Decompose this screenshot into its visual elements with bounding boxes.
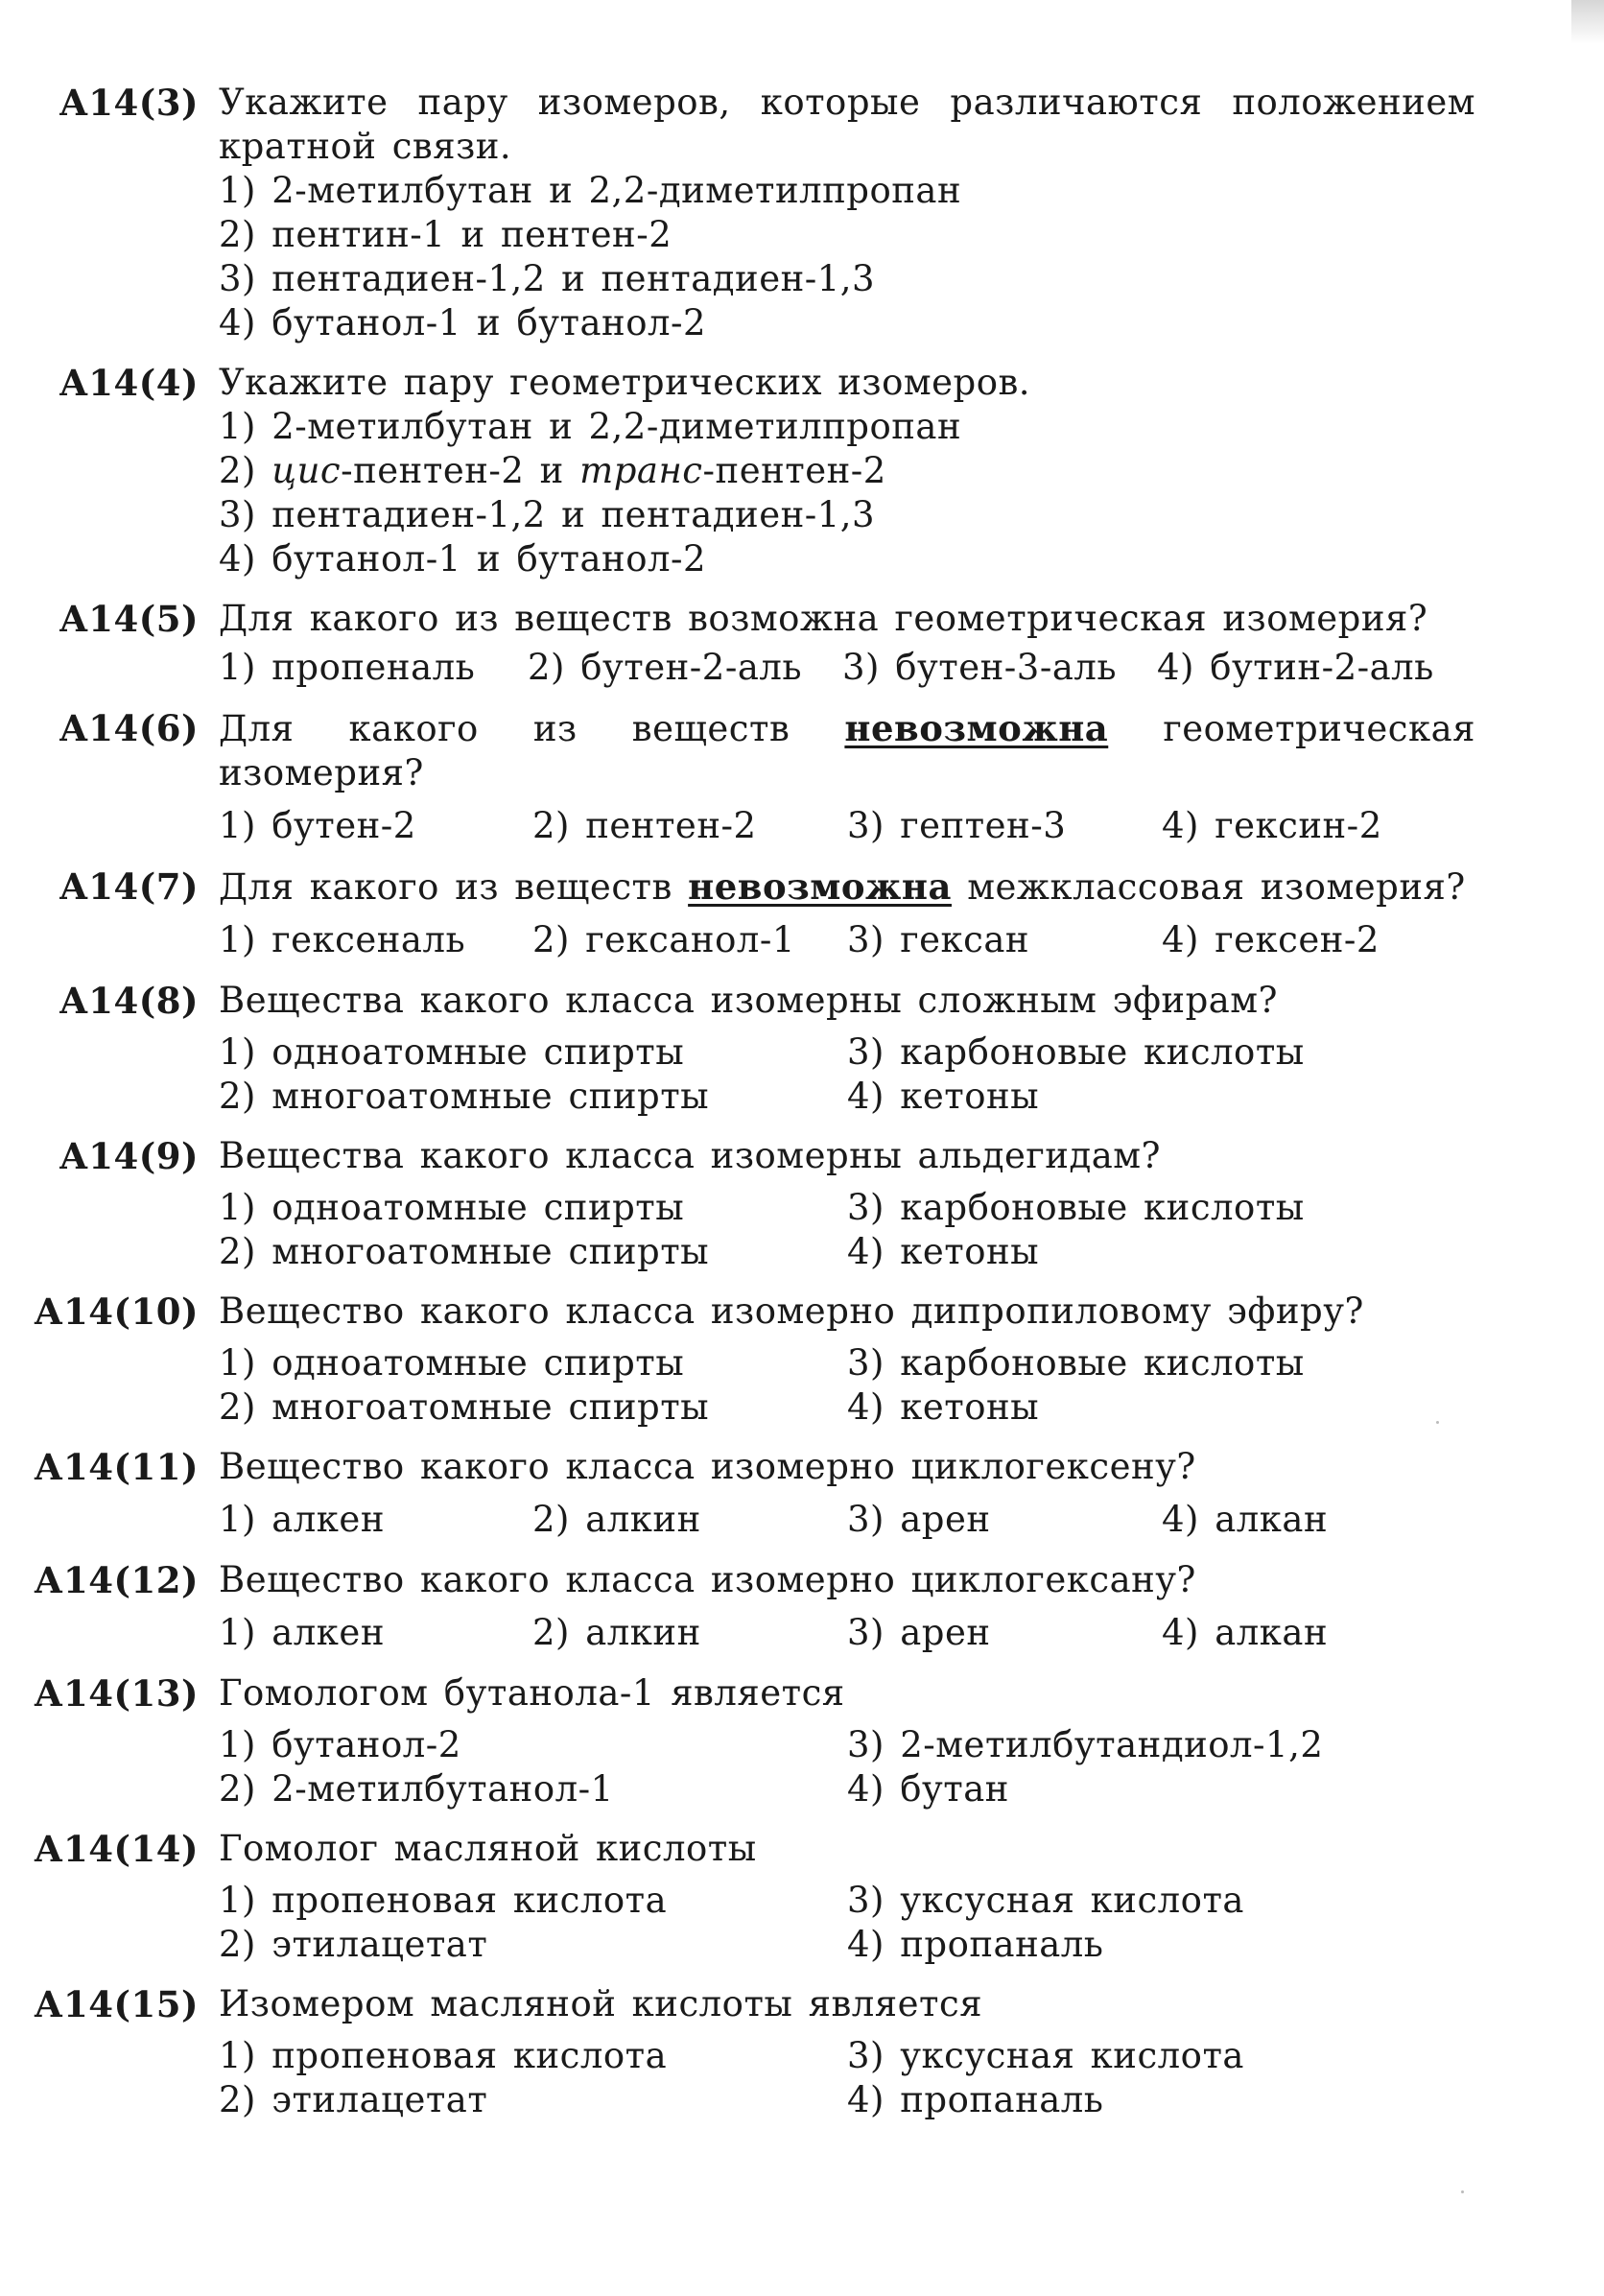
question-number: А14(12) bbox=[34, 1559, 199, 1601]
question-text: Вещества какого класса изомерны альдегидам? bbox=[219, 1135, 1161, 1176]
answer-options bbox=[219, 1610, 1475, 1656]
answer-option: 1) 2-метилбутан и 2,2-диметилпропан bbox=[219, 170, 962, 211]
answer-option: 2) этилацетат bbox=[219, 1924, 488, 1965]
answer-option: 2) бутен-2-аль bbox=[528, 647, 803, 688]
answer-option: 3) карбоновые кислоты bbox=[847, 1187, 1305, 1228]
answer-option: 4) гексин-2 bbox=[1162, 805, 1382, 846]
answer-option: 4) гексен-2 bbox=[1162, 919, 1380, 960]
answer-option: 4) пропаналь bbox=[847, 1924, 1104, 1965]
question-a14-4 bbox=[0, 361, 1604, 581]
answer-option: 1) бутанол-2 bbox=[219, 1724, 461, 1765]
answer-option: 3) уксусная кислота bbox=[847, 2035, 1244, 2076]
emphasis-word: невозможна bbox=[688, 865, 952, 908]
answer-options bbox=[219, 1030, 1475, 1119]
question-text: Гомологом бутанола-1 является bbox=[219, 1672, 845, 1714]
question-number: А14(3) bbox=[59, 82, 199, 124]
answer-option: 4) пропаналь bbox=[847, 2079, 1104, 2120]
answer-option: 2) этилацетат bbox=[219, 2079, 488, 2120]
answer-option: 4) кетоны bbox=[847, 1386, 1040, 1428]
question-text-end: геометрическая изомерия? bbox=[219, 708, 1475, 793]
answer-option bbox=[219, 449, 1475, 493]
answer-option: 1) одноатомные спирты bbox=[219, 1342, 685, 1384]
answer-option: 2) алкин bbox=[532, 1499, 701, 1540]
question-text: Вещество какого класса изомерно дипропиловому эфиру? bbox=[219, 1290, 1364, 1332]
answer-option: 3) гексан bbox=[847, 919, 1030, 960]
question-a14-7 bbox=[0, 864, 1604, 963]
question-text: Гомолог масляной кислоты bbox=[219, 1828, 757, 1869]
answer-option: 3) гептен-3 bbox=[847, 805, 1067, 846]
answer-option: 2) многоатомные спирты bbox=[219, 1386, 710, 1428]
question-number: А14(10) bbox=[34, 1290, 199, 1333]
question-a14-6 bbox=[0, 706, 1604, 849]
answer-option: 1) одноатомные спирты bbox=[219, 1187, 685, 1228]
answer-option: 3) пентадиен-1,2 и пентадиен-1,3 bbox=[219, 258, 876, 299]
question-number: А14(7) bbox=[59, 865, 199, 908]
question-a14-13 bbox=[0, 1671, 1604, 1811]
answer-options bbox=[219, 803, 1475, 849]
option-prefix: 2) bbox=[219, 450, 272, 491]
answer-option: 4) кетоны bbox=[847, 1231, 1040, 1272]
answer-option: 1) одноатомные спирты bbox=[219, 1031, 685, 1073]
answer-option: 2) многоатомные спирты bbox=[219, 1076, 710, 1117]
question-text bbox=[219, 706, 1475, 795]
question-a14-9 bbox=[0, 1134, 1604, 1274]
answer-options bbox=[219, 1186, 1475, 1274]
question-text-start: Для какого из веществ bbox=[219, 708, 845, 749]
answer-option: 2) 2-метилбутанол-1 bbox=[219, 1768, 614, 1810]
answer-option: 3) арен bbox=[847, 1612, 991, 1653]
answer-option: 4) алкан bbox=[1162, 1612, 1329, 1653]
answer-option: 3) арен bbox=[847, 1499, 991, 1540]
option-middle: -пентен-2 и bbox=[341, 450, 580, 491]
answer-options bbox=[219, 1723, 1475, 1811]
answer-option: 2) пентин-1 и пентен-2 bbox=[219, 214, 672, 255]
answer-options bbox=[219, 645, 1475, 691]
question-a14-11 bbox=[0, 1445, 1604, 1543]
question-number: А14(6) bbox=[59, 707, 199, 749]
answer-option: 3) 2-метилбутандиол-1,2 bbox=[847, 1724, 1324, 1765]
question-sheet bbox=[0, 81, 1604, 2138]
answer-option: 4) алкан bbox=[1162, 1499, 1329, 1540]
option-italic-cis: цис bbox=[271, 450, 342, 491]
question-a14-5 bbox=[0, 597, 1604, 691]
question-text: Вещество какого класса изомерно циклогексану? bbox=[219, 1559, 1196, 1600]
question-text bbox=[219, 864, 1475, 910]
answer-options bbox=[219, 1879, 1475, 1967]
answer-option: 1) пропеналь bbox=[219, 647, 476, 688]
answer-option: 1) 2-метилбутан и 2,2-диметилпропан bbox=[219, 406, 962, 447]
answer-option: 4) бутан bbox=[847, 1768, 1009, 1810]
question-text: Вещество какого класса изомерно циклогексену? bbox=[219, 1446, 1196, 1487]
answer-option: 3) карбоновые кислоты bbox=[847, 1031, 1305, 1073]
answer-option: 4) бутанол-1 и бутанол-2 bbox=[219, 538, 707, 580]
emphasis-word: невозможна bbox=[844, 707, 1109, 749]
question-a14-8 bbox=[0, 979, 1604, 1119]
question-number: А14(8) bbox=[59, 980, 199, 1022]
answer-option: 2) пентен-2 bbox=[532, 805, 757, 846]
answer-option: 1) пропеновая кислота bbox=[219, 1880, 668, 1921]
answer-option: 3) пентадиен-1,2 и пентадиен-1,3 bbox=[219, 494, 876, 535]
question-number: А14(15) bbox=[34, 1983, 199, 2025]
answer-option: 1) гексеналь bbox=[219, 919, 466, 960]
question-number: А14(9) bbox=[59, 1135, 199, 1177]
question-number: А14(5) bbox=[59, 598, 199, 640]
page-edge-shadow bbox=[1571, 0, 1604, 44]
answer-option: 3) бутен-3-аль bbox=[842, 647, 1118, 688]
answer-option: 3) карбоновые кислоты bbox=[847, 1342, 1305, 1384]
option-suffix: -пентен-2 bbox=[702, 450, 886, 491]
option-italic-trans: транс bbox=[579, 450, 703, 491]
answer-option: 2) алкин bbox=[532, 1612, 701, 1653]
question-text: Изомером масляной кислоты является bbox=[219, 1983, 983, 2024]
answer-option: 1) алкен bbox=[219, 1612, 385, 1653]
answer-options bbox=[219, 1341, 1475, 1430]
question-a14-12 bbox=[0, 1558, 1604, 1656]
question-a14-15 bbox=[0, 1982, 1604, 2122]
question-a14-14 bbox=[0, 1827, 1604, 1967]
question-number: А14(11) bbox=[34, 1446, 199, 1488]
answer-options bbox=[219, 2034, 1475, 2122]
answer-option: 4) бутин-2-аль bbox=[1157, 647, 1434, 688]
question-text-start: Для какого из веществ bbox=[219, 866, 689, 908]
answer-options bbox=[219, 405, 1475, 581]
question-number: А14(14) bbox=[34, 1828, 199, 1870]
question-number: А14(4) bbox=[59, 362, 199, 404]
answer-options bbox=[219, 1497, 1475, 1543]
answer-option: 1) бутен-2 bbox=[219, 805, 416, 846]
question-text-end: межклассовая изомерия? bbox=[951, 866, 1466, 908]
question-number: А14(13) bbox=[34, 1672, 199, 1715]
question-text: Для какого из веществ возможна геометрическая изомерия? bbox=[219, 598, 1428, 639]
answer-option: 3) уксусная кислота bbox=[847, 1880, 1244, 1921]
answer-option: 4) бутанол-1 и бутанол-2 bbox=[219, 302, 707, 343]
answer-option: 2) гексанол-1 bbox=[532, 919, 795, 960]
scan-speck bbox=[1461, 2190, 1464, 2193]
answer-option: 2) многоатомные спирты bbox=[219, 1231, 710, 1272]
answer-options bbox=[219, 169, 1475, 345]
question-text: Укажите пару геометрических изомеров. bbox=[219, 362, 1031, 403]
question-a14-10 bbox=[0, 1290, 1604, 1430]
question-text: Укажите пару изомеров, которые различаются положением кратной связи. bbox=[219, 82, 1475, 167]
answer-option: 1) алкен bbox=[219, 1499, 385, 1540]
answer-options bbox=[219, 917, 1475, 963]
question-text: Вещества какого класса изомерны сложным эфирам? bbox=[219, 980, 1278, 1021]
answer-option: 4) кетоны bbox=[847, 1076, 1040, 1117]
answer-option: 1) пропеновая кислота bbox=[219, 2035, 668, 2076]
question-a14-3 bbox=[0, 81, 1604, 345]
